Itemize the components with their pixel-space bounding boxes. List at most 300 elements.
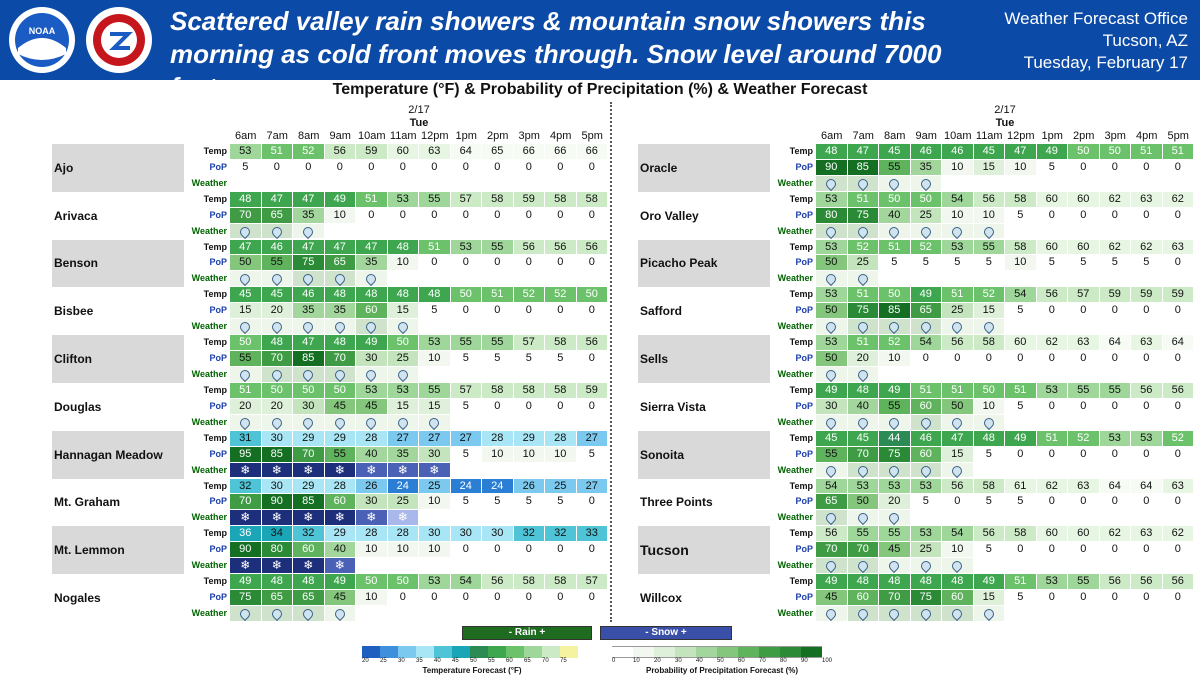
pop-cell: 25 [942, 303, 974, 319]
pop-cell: 0 [293, 160, 325, 176]
location-name: Mt. Graham [54, 495, 121, 510]
pop-cell: 0 [1068, 351, 1100, 367]
temperature-tick: 70 [542, 658, 549, 664]
temperature-color-bar [362, 646, 578, 658]
temp-cell: 56 [1163, 383, 1195, 399]
temp-cell: 51 [848, 335, 880, 351]
pop-cell: 5 [514, 494, 546, 510]
pop-cell: 0 [482, 542, 514, 558]
location-name: Mt. Lemmon [52, 526, 184, 574]
pop-cell: 0 [419, 590, 451, 606]
hour-label: 12pm [420, 130, 449, 142]
pop-cell: 20 [230, 399, 262, 415]
raindrop-icon [824, 511, 838, 525]
pop-cell: 65 [325, 255, 357, 271]
pop-cell: 0 [1037, 542, 1069, 558]
weather-cell [419, 606, 451, 622]
pop-cell: 20 [879, 494, 911, 510]
pop-cell: 0 [545, 590, 577, 606]
raindrop-icon [270, 607, 284, 621]
temp-cell: 48 [230, 192, 262, 208]
pop-cell: 50 [816, 255, 848, 271]
temperature-tick: 75 [560, 658, 567, 664]
panel-divider [610, 102, 612, 622]
weather-cell [419, 558, 451, 574]
temp-cell: 47 [293, 192, 325, 208]
temp-cell: 27 [451, 431, 483, 447]
temp-cell: 32 [514, 526, 546, 542]
temp-cell: 57 [1068, 287, 1100, 303]
weather-cell [974, 367, 1006, 383]
forecast-row-weather [230, 606, 608, 622]
location-block [52, 574, 608, 622]
hour-label: 1pm [1041, 130, 1063, 142]
hour-label: 2pm [487, 130, 509, 142]
row-label-temp: Temp [789, 480, 813, 491]
weather-cell [816, 271, 848, 287]
forecast-row-weather [816, 606, 1194, 622]
weather-cell [1005, 176, 1037, 192]
weather-cell [514, 224, 546, 240]
snowflake-icon: ❄ [240, 462, 251, 477]
forecast-row-weather [230, 415, 608, 431]
weather-cell [1131, 558, 1163, 574]
weather-cell [1037, 606, 1069, 622]
temp-cell: 56 [577, 240, 609, 256]
weather-cell [879, 176, 911, 192]
temp-cell: 58 [545, 383, 577, 399]
weather-cell [1100, 606, 1132, 622]
pop-cell: 0 [577, 160, 609, 176]
location-block [638, 383, 1194, 431]
pop-cell: 0 [1100, 351, 1132, 367]
pop-cell: 15 [974, 590, 1006, 606]
temp-cell: 28 [356, 526, 388, 542]
pop-color-swatch [759, 646, 780, 658]
weather-cell [451, 271, 483, 287]
weather-cell [577, 176, 609, 192]
weather-cell [419, 224, 451, 240]
pop-cell: 20 [848, 351, 880, 367]
weather-cell [911, 271, 943, 287]
weather-cell [356, 606, 388, 622]
pop-cell: 5 [1100, 255, 1132, 271]
header-day: Tue [995, 117, 1015, 129]
pop-cell: 45 [816, 590, 848, 606]
temp-cell: 27 [577, 479, 609, 495]
raindrop-icon [301, 607, 315, 621]
time-header [230, 102, 608, 142]
weather-cell [482, 176, 514, 192]
weather-cell [1163, 271, 1195, 287]
forecast-row-weather [816, 463, 1194, 479]
weather-cell [1068, 271, 1100, 287]
agency-logos [6, 4, 166, 76]
pop-cell: 75 [879, 447, 911, 463]
row-label-pop: PoP [795, 448, 813, 459]
weather-cell [816, 319, 848, 335]
temperature-tick: 45 [452, 658, 459, 664]
weather-cell [451, 606, 483, 622]
temp-cell: 48 [325, 287, 357, 303]
weather-cell [1037, 271, 1069, 287]
hour-label: 8am [298, 130, 320, 142]
raindrop-icon [887, 177, 901, 191]
pop-cell: 10 [388, 542, 420, 558]
temp-cell: 53 [388, 383, 420, 399]
temp-cell: 47 [356, 240, 388, 256]
temp-cell: 52 [1163, 431, 1195, 447]
weather-cell [1131, 319, 1163, 335]
weather-cell [356, 271, 388, 287]
weather-cell [325, 415, 357, 431]
temp-cell: 45 [816, 431, 848, 447]
snowflake-icon: ❄ [366, 462, 377, 477]
weather-cell [388, 415, 420, 431]
temperature-ticks [362, 658, 578, 664]
hour-label: 10am [943, 130, 972, 142]
row-label-weather: Weather [777, 368, 813, 379]
temp-cell: 51 [1005, 574, 1037, 590]
weather-cell [451, 415, 483, 431]
weather-cell [514, 558, 546, 574]
weather-cell [419, 510, 451, 526]
forecast-row-pop [230, 494, 608, 510]
weather-cell [1005, 606, 1037, 622]
weather-cell [1068, 176, 1100, 192]
forecast-row-temp [230, 431, 608, 447]
pop-color-swatch [654, 646, 675, 658]
temp-cell: 48 [848, 574, 880, 590]
weather-cell [451, 558, 483, 574]
nws-logo-icon [86, 7, 152, 73]
pop-cell: 0 [514, 255, 546, 271]
pop-cell: 90 [816, 160, 848, 176]
temp-cell: 59 [1100, 287, 1132, 303]
row-label-weather: Weather [191, 560, 227, 571]
forecast-row-pop [816, 590, 1194, 606]
snowflake-icon: ❄ [303, 558, 314, 573]
weather-cell [482, 319, 514, 335]
weather-cell [848, 224, 880, 240]
pop-cell: 40 [325, 542, 357, 558]
weather-cell [942, 606, 974, 622]
temp-cell: 63 [1163, 240, 1195, 256]
temp-cell: 47 [262, 192, 294, 208]
pop-color-swatch [633, 646, 654, 658]
pop-cell: 75 [230, 590, 262, 606]
raindrop-icon [238, 225, 252, 239]
weather-cell [514, 415, 546, 431]
weather-cell [577, 463, 609, 479]
pop-cell: 0 [1131, 160, 1163, 176]
weather-cell [974, 510, 1006, 526]
weather-cell [1005, 415, 1037, 431]
weather-cell [1068, 415, 1100, 431]
pop-cell: 40 [356, 447, 388, 463]
weather-cell [1068, 606, 1100, 622]
pop-cell: 0 [451, 160, 483, 176]
pop-cell: 80 [816, 208, 848, 224]
row-label-weather: Weather [777, 321, 813, 332]
pop-cell: 25 [388, 351, 420, 367]
row-label-pop: PoP [209, 161, 227, 172]
snowflake-icon: ❄ [397, 510, 408, 525]
pop-color-swatch [696, 646, 717, 658]
row-label-weather: Weather [777, 512, 813, 523]
pop-cell: 10 [514, 447, 546, 463]
raindrop-icon [887, 320, 901, 334]
temp-cell: 50 [1068, 144, 1100, 160]
row-label-pop: PoP [795, 592, 813, 603]
pop-cell: 0 [1100, 590, 1132, 606]
pop-cell: 0 [1005, 542, 1037, 558]
pop-tick: 20 [654, 658, 661, 664]
raindrop-icon [396, 320, 410, 334]
weather-cell [1163, 367, 1195, 383]
pop-cell: 5 [1131, 255, 1163, 271]
weather-cell [230, 510, 262, 526]
weather-cell [325, 558, 357, 574]
location-name: Oro Valley [640, 208, 699, 223]
pop-cell: 95 [230, 447, 262, 463]
temp-cell: 50 [911, 192, 943, 208]
temp-cell: 58 [514, 383, 546, 399]
temperature-color-swatch [524, 646, 542, 658]
temp-cell: 25 [419, 479, 451, 495]
forecast-row-temp [816, 287, 1194, 303]
pop-cell: 0 [451, 542, 483, 558]
forecast-row-temp [230, 574, 608, 590]
pop-cell: 0 [1037, 447, 1069, 463]
raindrop-icon [887, 225, 901, 239]
weather-cell [325, 606, 357, 622]
temp-cell: 47 [293, 335, 325, 351]
weather-cell [1005, 510, 1037, 526]
weather-cell [1163, 606, 1195, 622]
weather-cell [230, 224, 262, 240]
temp-cell: 58 [1005, 526, 1037, 542]
forecast-row-weather [816, 415, 1194, 431]
temp-cell: 48 [911, 574, 943, 590]
weather-cell [1100, 176, 1132, 192]
location-block [52, 144, 608, 192]
location-name: Tucson [638, 526, 770, 574]
temp-cell: 53 [1100, 431, 1132, 447]
temp-cell: 54 [816, 479, 848, 495]
row-label-temp: Temp [203, 289, 227, 300]
temp-cell: 53 [942, 240, 974, 256]
weather-cell [848, 510, 880, 526]
pop-cell: 40 [848, 399, 880, 415]
pop-cell: 0 [577, 590, 609, 606]
weather-cell [848, 319, 880, 335]
pop-cell: 0 [1163, 303, 1195, 319]
pop-cell: 0 [482, 255, 514, 271]
temp-cell: 49 [325, 192, 357, 208]
weather-cell [356, 367, 388, 383]
weather-cell [1100, 463, 1132, 479]
temp-cell: 56 [514, 240, 546, 256]
weather-cell [388, 176, 420, 192]
pop-cell: 0 [1100, 208, 1132, 224]
raindrop-icon [950, 607, 964, 621]
weather-cell [848, 415, 880, 431]
forecast-row-temp [230, 192, 608, 208]
weather-cell [514, 463, 546, 479]
weather-cell [514, 176, 546, 192]
temp-cell: 47 [230, 240, 262, 256]
temp-cell: 58 [514, 574, 546, 590]
temp-cell: 55 [419, 192, 451, 208]
temp-cell: 29 [325, 431, 357, 447]
temp-cell: 48 [942, 574, 974, 590]
pop-cell: 0 [1163, 590, 1195, 606]
temp-cell: 53 [1037, 574, 1069, 590]
row-label-pop: PoP [795, 400, 813, 411]
temp-cell: 64 [1100, 479, 1132, 495]
pop-cell: 55 [230, 351, 262, 367]
weather-cell [262, 271, 294, 287]
temp-cell: 49 [356, 335, 388, 351]
weather-cell [1163, 510, 1195, 526]
forecast-row-weather [816, 224, 1194, 240]
temp-cell: 63 [1131, 526, 1163, 542]
weather-cell [577, 606, 609, 622]
temp-cell: 50 [879, 287, 911, 303]
pop-cell: 10 [1005, 255, 1037, 271]
temp-cell: 53 [816, 335, 848, 351]
weather-cell [816, 558, 848, 574]
pop-cell: 20 [262, 303, 294, 319]
temp-cell: 47 [942, 431, 974, 447]
temp-cell: 45 [974, 144, 1006, 160]
location-block [52, 287, 608, 335]
weather-cell [325, 271, 357, 287]
temperature-color-swatch [398, 646, 416, 658]
temp-cell: 30 [451, 526, 483, 542]
weather-cell [230, 367, 262, 383]
pop-cell: 10 [942, 542, 974, 558]
pop-cell: 0 [1163, 351, 1195, 367]
weather-cell [577, 224, 609, 240]
raindrop-icon [950, 320, 964, 334]
raindrop-icon [887, 607, 901, 621]
pop-cell: 5 [545, 494, 577, 510]
location-block [638, 144, 1194, 192]
temp-cell: 55 [848, 526, 880, 542]
forecast-row-pop [816, 351, 1194, 367]
temp-cell: 53 [879, 479, 911, 495]
weather-cell [942, 558, 974, 574]
weather-cell [545, 176, 577, 192]
forecast-panel-right [638, 102, 1198, 626]
weather-cell [1163, 415, 1195, 431]
location-name: Sierra Vista [640, 399, 706, 414]
temperature-tick: 65 [524, 658, 531, 664]
temp-cell: 58 [482, 192, 514, 208]
temp-cell: 45 [230, 287, 262, 303]
raindrop-icon [301, 320, 315, 334]
raindrop-icon [887, 416, 901, 430]
pop-cell: 10 [545, 447, 577, 463]
weather-cell [911, 463, 943, 479]
pop-cell: 45 [325, 399, 357, 415]
raindrop-icon [856, 225, 870, 239]
pop-cell: 0 [1131, 590, 1163, 606]
pop-cell: 5 [482, 494, 514, 510]
location-block [638, 287, 1194, 335]
temp-cell: 51 [942, 287, 974, 303]
weather-cell [1131, 463, 1163, 479]
temp-cell: 62 [1163, 526, 1195, 542]
temp-cell: 53 [848, 479, 880, 495]
weather-cell [911, 367, 943, 383]
raindrop-icon [950, 559, 964, 573]
weather-cell [325, 510, 357, 526]
location-name: Oracle [638, 144, 770, 192]
raindrop-icon [856, 177, 870, 191]
temp-cell: 59 [1131, 287, 1163, 303]
temp-cell: 30 [262, 431, 294, 447]
temp-cell: 50 [293, 383, 325, 399]
temp-cell: 27 [577, 431, 609, 447]
header-date: 2/17 [994, 104, 1016, 116]
hour-label: 11am [389, 130, 417, 142]
pop-cell: 0 [1068, 447, 1100, 463]
pop-cell: 15 [388, 303, 420, 319]
temp-cell: 60 [1068, 192, 1100, 208]
weather-cell [577, 319, 609, 335]
weather-cell [1100, 510, 1132, 526]
raindrop-icon [301, 416, 315, 430]
forecast-row-weather [230, 224, 608, 240]
temp-cell: 52 [848, 240, 880, 256]
temp-cell: 48 [388, 240, 420, 256]
location-block [52, 479, 608, 527]
weather-cell [545, 224, 577, 240]
temp-cell: 49 [1037, 144, 1069, 160]
pop-cell: 10 [482, 447, 514, 463]
forecast-row-pop [230, 208, 608, 224]
pop-cell: 5 [482, 351, 514, 367]
temp-cell: 56 [1100, 574, 1132, 590]
forecast-row-weather [816, 510, 1194, 526]
weather-cell [1005, 558, 1037, 574]
raindrop-icon [301, 368, 315, 382]
raindrop-icon [824, 559, 838, 573]
hour-labels [816, 130, 1194, 142]
weather-cell [482, 510, 514, 526]
temp-cell: 48 [262, 335, 294, 351]
pop-cell: 0 [1037, 399, 1069, 415]
temp-cell: 52 [545, 287, 577, 303]
temp-cell: 49 [879, 383, 911, 399]
weather-cell [942, 224, 974, 240]
temp-cell: 58 [1005, 240, 1037, 256]
pop-tick: 80 [780, 658, 787, 664]
pop-cell: 0 [545, 160, 577, 176]
temp-cell: 56 [1131, 574, 1163, 590]
forecast-row-pop [230, 160, 608, 176]
temp-cell: 26 [356, 479, 388, 495]
raindrop-icon [238, 416, 252, 430]
raindrop-icon [396, 368, 410, 382]
temperature-color-swatch [470, 646, 488, 658]
raindrop-icon [824, 320, 838, 334]
temp-cell: 49 [230, 574, 262, 590]
pop-cell: 0 [1068, 542, 1100, 558]
